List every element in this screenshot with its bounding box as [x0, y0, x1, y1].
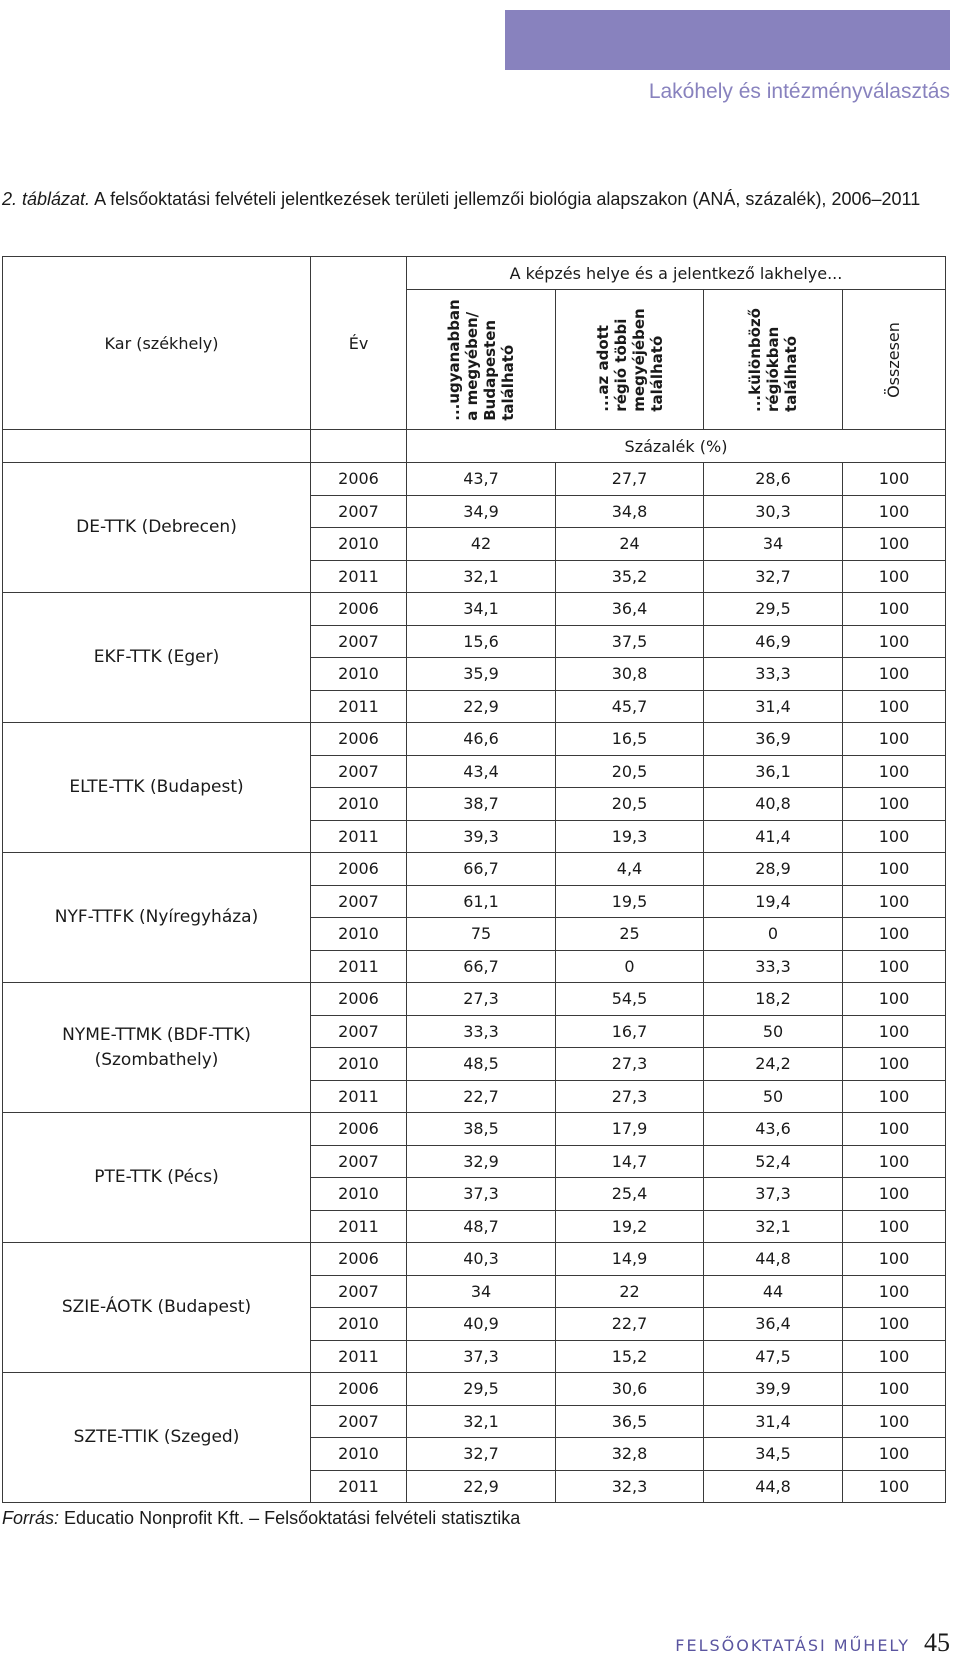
different-region-cell: 50 — [704, 1080, 843, 1113]
same-region-cell: 32,8 — [556, 1438, 704, 1471]
same-region-cell: 35,2 — [556, 560, 704, 593]
year-cell: 2011 — [311, 950, 407, 983]
different-region-cell: 34,5 — [704, 1438, 843, 1471]
same-county-cell: 40,9 — [407, 1308, 556, 1341]
different-region-cell: 43,6 — [704, 1113, 843, 1146]
table-row — [3, 1373, 946, 1406]
journal-name: FELSŐOKTATÁSI MŰHELY — [675, 1636, 910, 1655]
same-county-cell: 43,7 — [407, 463, 556, 496]
year-cell: 2007 — [311, 1275, 407, 1308]
column-header-different-region-text: ...különböző régiókban található — [746, 307, 800, 412]
group-header: A képzés helye és a jelentkező lakhelye... — [407, 257, 946, 290]
different-region-cell: 24,2 — [704, 1048, 843, 1081]
page-number: 45 — [924, 1628, 950, 1657]
different-region-cell: 40,8 — [704, 788, 843, 821]
total-cell: 100 — [843, 1113, 946, 1146]
year-cell: 2006 — [311, 983, 407, 1016]
table-row — [3, 723, 946, 756]
kar-cell: DE-TTK (Debrecen) — [3, 463, 311, 593]
same-region-cell: 54,5 — [556, 983, 704, 1016]
column-header-same-region-text: ...az adott régió többi megyéjében található — [593, 307, 666, 412]
total-cell: 100 — [843, 950, 946, 983]
kar-cell: SZTE-TTIK (Szeged) — [3, 1373, 311, 1503]
year-cell: 2006 — [311, 1113, 407, 1146]
different-region-cell: 29,5 — [704, 593, 843, 626]
different-region-cell: 36,4 — [704, 1308, 843, 1341]
same-county-cell: 32,1 — [407, 560, 556, 593]
same-county-cell: 37,3 — [407, 1340, 556, 1373]
table-caption — [2, 186, 952, 213]
year-cell: 2006 — [311, 1243, 407, 1276]
year-cell: 2007 — [311, 885, 407, 918]
year-cell: 2011 — [311, 1340, 407, 1373]
same-county-cell: 39,3 — [407, 820, 556, 853]
different-region-cell: 18,2 — [704, 983, 843, 1016]
year-cell: 2006 — [311, 853, 407, 886]
same-region-cell: 27,7 — [556, 463, 704, 496]
kar-cell: EKF-TTK (Eger) — [3, 593, 311, 723]
different-region-cell: 46,9 — [704, 625, 843, 658]
same-region-cell: 0 — [556, 950, 704, 983]
total-cell: 100 — [843, 1080, 946, 1113]
same-county-cell: 15,6 — [407, 625, 556, 658]
year-cell: 2010 — [311, 658, 407, 691]
same-region-cell: 34,8 — [556, 495, 704, 528]
same-county-cell: 66,7 — [407, 853, 556, 886]
table-row — [3, 1243, 946, 1276]
different-region-cell: 47,5 — [704, 1340, 843, 1373]
unit-label: Százalék (%) — [407, 430, 946, 463]
total-cell: 100 — [843, 1210, 946, 1243]
same-county-cell: 48,7 — [407, 1210, 556, 1243]
same-region-cell: 20,5 — [556, 788, 704, 821]
total-cell: 100 — [843, 1178, 946, 1211]
same-region-cell: 45,7 — [556, 690, 704, 723]
total-cell: 100 — [843, 560, 946, 593]
different-region-cell: 30,3 — [704, 495, 843, 528]
same-county-cell: 38,7 — [407, 788, 556, 821]
total-cell: 100 — [843, 593, 946, 626]
different-region-cell: 39,9 — [704, 1373, 843, 1406]
total-cell: 100 — [843, 755, 946, 788]
same-region-cell: 22 — [556, 1275, 704, 1308]
column-header-same-county — [407, 290, 556, 430]
year-cell: 2007 — [311, 1405, 407, 1438]
same-county-cell: 40,3 — [407, 1243, 556, 1276]
source-text: Educatio Nonprofit Kft. – Felsőoktatási felvételi statisztika — [59, 1508, 521, 1528]
total-cell: 100 — [843, 1048, 946, 1081]
page-footer — [675, 1628, 950, 1658]
same-county-cell: 61,1 — [407, 885, 556, 918]
total-cell: 100 — [843, 1340, 946, 1373]
same-region-cell: 19,5 — [556, 885, 704, 918]
year-cell: 2006 — [311, 723, 407, 756]
same-region-cell: 16,7 — [556, 1015, 704, 1048]
same-region-cell: 15,2 — [556, 1340, 704, 1373]
year-cell: 2006 — [311, 1373, 407, 1406]
same-county-cell: 34,1 — [407, 593, 556, 626]
total-cell: 100 — [843, 463, 946, 496]
same-county-cell: 38,5 — [407, 1113, 556, 1146]
year-cell: 2006 — [311, 593, 407, 626]
table-row — [3, 853, 946, 886]
same-county-cell: 33,3 — [407, 1015, 556, 1048]
same-region-cell: 24 — [556, 528, 704, 561]
different-region-cell: 50 — [704, 1015, 843, 1048]
header-color-bar — [505, 10, 950, 70]
different-region-cell: 44 — [704, 1275, 843, 1308]
year-cell: 2007 — [311, 755, 407, 788]
same-region-cell: 37,5 — [556, 625, 704, 658]
same-county-cell: 27,3 — [407, 983, 556, 1016]
same-county-cell: 75 — [407, 918, 556, 951]
same-county-cell: 22,7 — [407, 1080, 556, 1113]
total-cell: 100 — [843, 1145, 946, 1178]
total-cell: 100 — [843, 1405, 946, 1438]
column-header-total — [843, 290, 946, 430]
table-row — [3, 983, 946, 1016]
different-region-cell: 28,9 — [704, 853, 843, 886]
same-county-cell: 22,9 — [407, 690, 556, 723]
same-county-cell: 29,5 — [407, 1373, 556, 1406]
same-region-cell: 14,7 — [556, 1145, 704, 1178]
column-header-total-text: Összesen — [884, 321, 903, 398]
same-region-cell: 36,5 — [556, 1405, 704, 1438]
different-region-cell: 31,4 — [704, 1405, 843, 1438]
same-region-cell: 27,3 — [556, 1048, 704, 1081]
same-county-cell: 22,9 — [407, 1470, 556, 1503]
same-county-cell: 46,6 — [407, 723, 556, 756]
same-region-cell: 32,3 — [556, 1470, 704, 1503]
year-cell: 2010 — [311, 788, 407, 821]
same-region-cell: 17,9 — [556, 1113, 704, 1146]
same-region-cell: 4,4 — [556, 853, 704, 886]
year-cell: 2011 — [311, 560, 407, 593]
different-region-cell: 19,4 — [704, 885, 843, 918]
caption-label: 2. táblázat. — [2, 189, 91, 209]
column-header-ev: Év — [311, 257, 407, 430]
same-region-cell: 36,4 — [556, 593, 704, 626]
total-cell: 100 — [843, 1373, 946, 1406]
year-cell: 2011 — [311, 1470, 407, 1503]
total-cell: 100 — [843, 658, 946, 691]
kar-cell: NYME-TTMK (BDF-TTK) (Szombathely) — [3, 983, 311, 1113]
table-row — [3, 593, 946, 626]
year-cell: 2011 — [311, 690, 407, 723]
different-region-cell: 37,3 — [704, 1178, 843, 1211]
different-region-cell: 32,1 — [704, 1210, 843, 1243]
year-cell: 2010 — [311, 918, 407, 951]
total-cell: 100 — [843, 1015, 946, 1048]
total-cell: 100 — [843, 723, 946, 756]
column-header-kar: Kar (székhely) — [3, 257, 311, 430]
year-cell: 2010 — [311, 1438, 407, 1471]
total-cell: 100 — [843, 1470, 946, 1503]
same-county-cell: 35,9 — [407, 658, 556, 691]
different-region-cell: 0 — [704, 918, 843, 951]
same-county-cell: 66,7 — [407, 950, 556, 983]
data-table — [2, 256, 946, 1503]
same-region-cell: 14,9 — [556, 1243, 704, 1276]
total-cell: 100 — [843, 528, 946, 561]
different-region-cell: 33,3 — [704, 950, 843, 983]
total-cell: 100 — [843, 918, 946, 951]
column-header-same-county-text: ...ugyanabban a megyében/ Budapesten található — [445, 298, 517, 421]
year-cell: 2007 — [311, 1145, 407, 1178]
same-county-cell: 37,3 — [407, 1178, 556, 1211]
different-region-cell: 36,9 — [704, 723, 843, 756]
same-county-cell: 43,4 — [407, 755, 556, 788]
section-title: Lakóhely és intézményválasztás — [648, 80, 950, 103]
caption-text: A felsőoktatási felvételi jelentkezések területi jellemzői biológia alapszakon (ANÁ, százalék), 2006–2011 — [90, 189, 921, 209]
total-cell: 100 — [843, 1438, 946, 1471]
total-cell: 100 — [843, 690, 946, 723]
total-cell: 100 — [843, 1308, 946, 1341]
table-body — [3, 463, 946, 1503]
kar-cell: ELTE-TTK (Budapest) — [3, 723, 311, 853]
year-cell: 2010 — [311, 1308, 407, 1341]
year-cell: 2007 — [311, 625, 407, 658]
year-cell: 2011 — [311, 820, 407, 853]
total-cell: 100 — [843, 885, 946, 918]
same-region-cell: 30,8 — [556, 658, 704, 691]
same-county-cell: 32,1 — [407, 1405, 556, 1438]
same-region-cell: 20,5 — [556, 755, 704, 788]
total-cell: 100 — [843, 1243, 946, 1276]
total-cell: 100 — [843, 625, 946, 658]
same-county-cell: 42 — [407, 528, 556, 561]
unit-empty-ev — [311, 430, 407, 463]
table-row — [3, 463, 946, 496]
column-header-same-region — [556, 290, 704, 430]
unit-empty-kar — [3, 430, 311, 463]
same-county-cell: 34 — [407, 1275, 556, 1308]
different-region-cell: 41,4 — [704, 820, 843, 853]
total-cell: 100 — [843, 820, 946, 853]
year-cell: 2007 — [311, 1015, 407, 1048]
year-cell: 2006 — [311, 463, 407, 496]
same-county-cell: 34,9 — [407, 495, 556, 528]
same-region-cell: 19,3 — [556, 820, 704, 853]
kar-cell: SZIE-ÁOTK (Budapest) — [3, 1243, 311, 1373]
same-region-cell: 16,5 — [556, 723, 704, 756]
kar-cell: NYF-TTFK (Nyíregyháza) — [3, 853, 311, 983]
different-region-cell: 34 — [704, 528, 843, 561]
same-county-cell: 32,7 — [407, 1438, 556, 1471]
source-label: Forrás: — [2, 1508, 60, 1528]
same-region-cell: 27,3 — [556, 1080, 704, 1113]
year-cell: 2011 — [311, 1080, 407, 1113]
kar-cell: PTE-TTK (Pécs) — [3, 1113, 311, 1243]
year-cell: 2007 — [311, 495, 407, 528]
different-region-cell: 36,1 — [704, 755, 843, 788]
source-note — [2, 1508, 520, 1529]
different-region-cell: 44,8 — [704, 1470, 843, 1503]
total-cell: 100 — [843, 983, 946, 1016]
same-region-cell: 25,4 — [556, 1178, 704, 1211]
total-cell: 100 — [843, 495, 946, 528]
same-region-cell: 19,2 — [556, 1210, 704, 1243]
total-cell: 100 — [843, 853, 946, 886]
same-region-cell: 25 — [556, 918, 704, 951]
year-cell: 2010 — [311, 528, 407, 561]
column-header-different-region — [704, 290, 843, 430]
same-county-cell: 48,5 — [407, 1048, 556, 1081]
different-region-cell: 32,7 — [704, 560, 843, 593]
year-cell: 2011 — [311, 1210, 407, 1243]
year-cell: 2010 — [311, 1178, 407, 1211]
table-row — [3, 1113, 946, 1146]
year-cell: 2010 — [311, 1048, 407, 1081]
different-region-cell: 33,3 — [704, 658, 843, 691]
same-region-cell: 22,7 — [556, 1308, 704, 1341]
total-cell: 100 — [843, 788, 946, 821]
different-region-cell: 52,4 — [704, 1145, 843, 1178]
different-region-cell: 28,6 — [704, 463, 843, 496]
same-region-cell: 30,6 — [556, 1373, 704, 1406]
different-region-cell: 31,4 — [704, 690, 843, 723]
different-region-cell: 44,8 — [704, 1243, 843, 1276]
same-county-cell: 32,9 — [407, 1145, 556, 1178]
total-cell: 100 — [843, 1275, 946, 1308]
